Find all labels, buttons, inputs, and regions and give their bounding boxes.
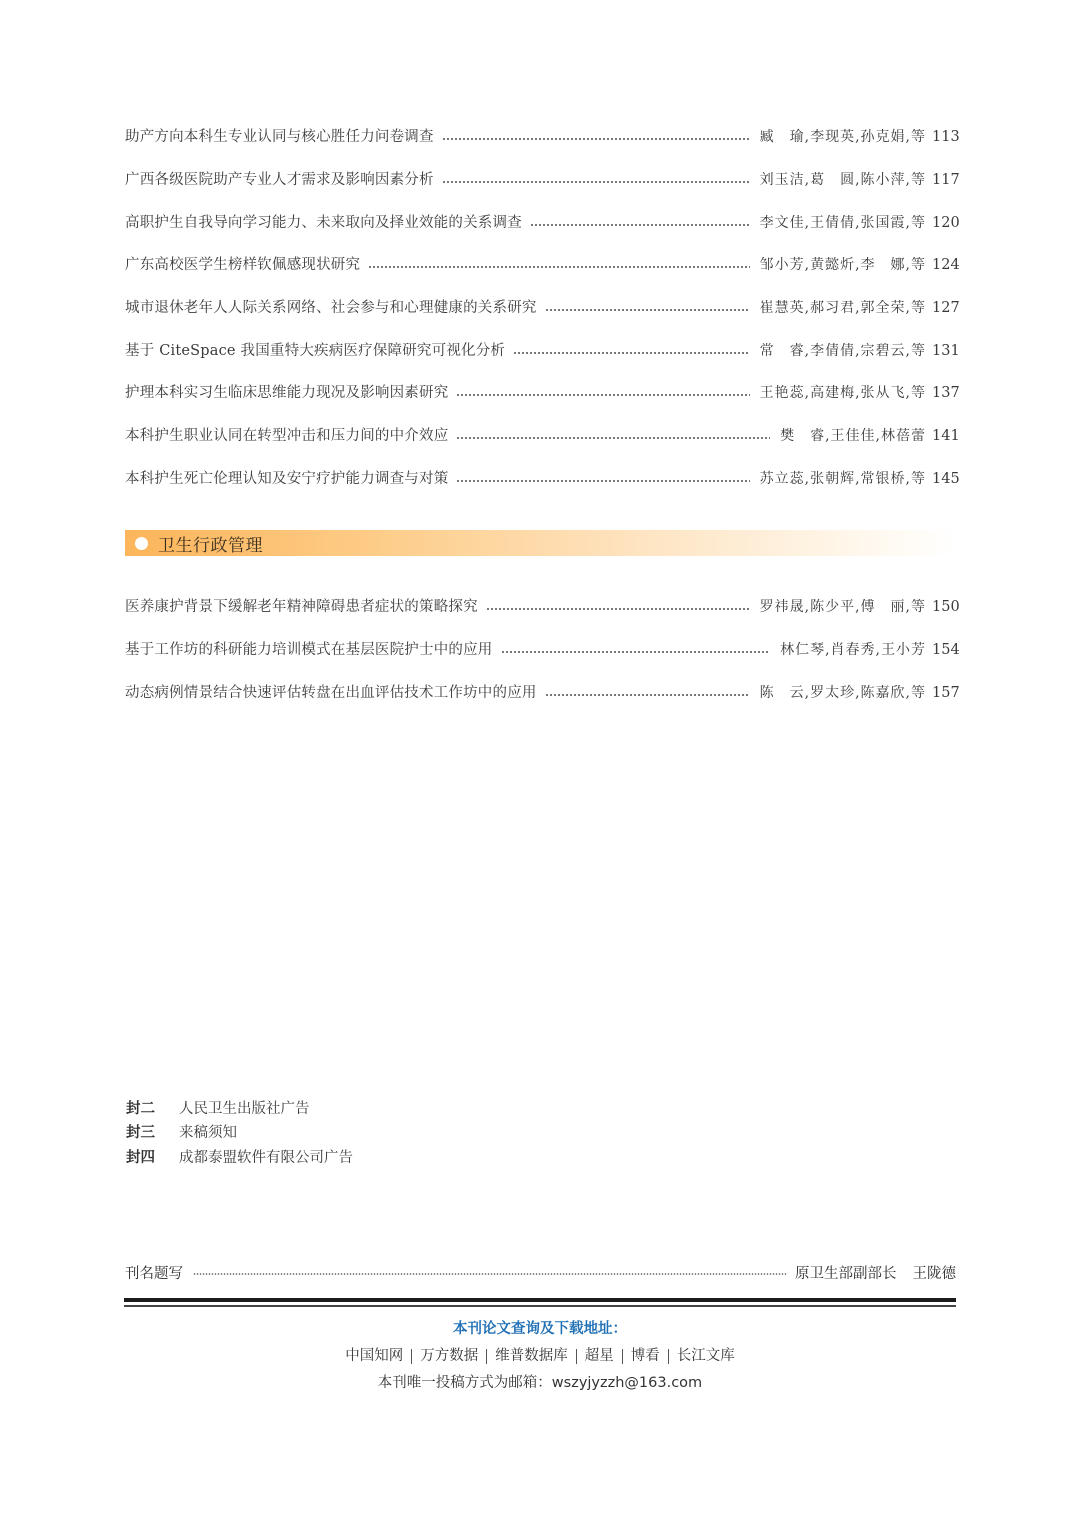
separator <box>622 1349 623 1364</box>
article-title: 动态病例情景结合快速评估转盘在出血评估技术工作坊中的应用 <box>125 684 537 701</box>
toc-entry[interactable] <box>125 329 960 372</box>
page-number: 141 <box>932 428 960 445</box>
article-authors: 王艳蕊,高建梅,张从飞,等 <box>759 385 926 402</box>
page-number: 117 <box>932 172 960 189</box>
toc-entry[interactable] <box>125 116 960 159</box>
dot-leader <box>193 1273 787 1275</box>
article-title: 高职护生自我导向学习能力、未来取向及择业效能的关系调查 <box>125 214 522 231</box>
toc-entry[interactable] <box>125 415 960 458</box>
database-cnki[interactable]: 中国知网 <box>345 1348 404 1364</box>
cover-text: 来稿须知 <box>179 1125 237 1142</box>
article-title: 本科护生死亡伦理认知及安宁疗护能力调查与对策 <box>125 470 449 487</box>
cover-item <box>126 1120 353 1145</box>
article-authors: 苏立蕊,张朝辉,常银桥,等 <box>759 470 926 487</box>
cover-text: 人民卫生出版社广告 <box>179 1100 310 1117</box>
toc-entry[interactable] <box>125 458 960 501</box>
dot-leader <box>530 224 750 226</box>
article-authors: 崔慧英,郝习君,郭全荣,等 <box>759 300 926 317</box>
page-number: 154 <box>932 642 960 659</box>
toc-entry[interactable] <box>125 159 960 202</box>
article-title: 广西各级医院助产专业人才需求及影响因素分析 <box>125 172 434 189</box>
section-title: 卫生行政管理 <box>158 535 263 556</box>
article-authors: 樊 睿,王佳佳,林蓓蕾 <box>780 428 926 445</box>
cover-pages-list <box>126 1095 353 1169</box>
page-number: 145 <box>932 470 960 487</box>
cover-item <box>126 1144 353 1169</box>
page-number: 157 <box>932 684 960 701</box>
database-list <box>0 1345 1080 1367</box>
submission-email: 本刊唯一投稿方式为邮箱：wszyjyzzh@163.com <box>377 1375 703 1391</box>
dot-leader <box>442 181 750 183</box>
article-title: 广东高校医学生榜样钦佩感现状研究 <box>125 257 361 274</box>
cover-label: 封三 <box>126 1125 155 1142</box>
divider-thick <box>124 1298 956 1302</box>
dot-leader <box>545 309 750 311</box>
toc-entry[interactable] <box>125 586 960 629</box>
database-changjiang[interactable]: 长江文库 <box>676 1348 735 1364</box>
page-number: 137 <box>932 385 960 402</box>
footer-heading: 本刊论文查询及下载地址： <box>453 1321 627 1337</box>
footer <box>0 1318 1080 1394</box>
article-authors: 李文佳,王倩倩,张国霞,等 <box>759 214 926 231</box>
toc-entry[interactable] <box>125 287 960 330</box>
separator <box>668 1349 669 1364</box>
article-title: 基于工作坊的科研能力培训模式在基层医院护士中的应用 <box>125 642 493 659</box>
database-chaoxing[interactable]: 超星 <box>584 1348 614 1364</box>
dot-leader <box>456 394 749 396</box>
toc-entry[interactable] <box>125 671 960 714</box>
page-number: 124 <box>932 257 960 274</box>
database-wanfang[interactable]: 万方数据 <box>420 1348 479 1364</box>
toc-entry[interactable] <box>125 201 960 244</box>
article-authors: 邹小芳,黄懿炘,李 娜,等 <box>759 257 926 274</box>
article-title: 助产方向本科生专业认同与核心胜任力问卷调查 <box>125 129 434 146</box>
inscription-label: 刊名题写 <box>125 1265 183 1282</box>
dot-leader <box>513 352 750 354</box>
article-authors: 林仁琴,肖春秀,王小芳 <box>780 642 926 659</box>
page-number: 127 <box>932 300 960 317</box>
section-header <box>125 530 955 556</box>
cover-label: 封二 <box>126 1100 155 1117</box>
cover-label: 封四 <box>126 1149 155 1166</box>
separator <box>411 1349 412 1364</box>
toc-entry[interactable] <box>125 372 960 415</box>
page-number: 150 <box>932 599 960 616</box>
separator <box>576 1349 577 1364</box>
toc-entry[interactable] <box>125 629 960 672</box>
bullet-dot-icon <box>135 537 148 550</box>
dot-leader <box>456 480 749 482</box>
page-number: 113 <box>932 129 960 146</box>
dot-leader <box>368 266 749 268</box>
dot-leader <box>486 608 750 610</box>
dot-leader <box>442 138 750 140</box>
inscription-role: 原卫生部副部长 <box>795 1265 897 1282</box>
toc-list-education <box>125 116 960 500</box>
separator <box>486 1349 487 1364</box>
article-title: 医养康护背景下缓解老年精神障碍患者症状的策略探究 <box>125 599 478 616</box>
inscription-name: 王陇德 <box>912 1265 956 1282</box>
article-authors: 罗祎晟,陈少平,傅 丽,等 <box>759 599 926 616</box>
article-title: 城市退休老年人人际关系网络、社会参与和心理健康的关系研究 <box>125 300 537 317</box>
article-authors: 陈 云,罗太珍,陈嘉欣,等 <box>759 684 926 701</box>
cover-text: 成都泰盟软件有限公司广告 <box>179 1149 353 1166</box>
page-number: 120 <box>932 214 960 231</box>
database-vip[interactable]: 维普数据库 <box>495 1348 568 1364</box>
article-title: 护理本科实习生临床思维能力现况及影响因素研究 <box>125 385 449 402</box>
dot-leader <box>545 694 750 696</box>
divider-thin <box>124 1305 956 1307</box>
cover-item <box>126 1095 353 1120</box>
toc-list-health-administration <box>125 586 960 714</box>
article-authors: 臧 瑜,李现英,孙克娟,等 <box>759 129 926 146</box>
article-title: 基于 CiteSpace 我国重特大疾病医疗保障研究可视化分析 <box>125 342 506 359</box>
title-inscription <box>125 1260 956 1284</box>
dot-leader <box>501 651 771 653</box>
dot-leader <box>456 437 770 439</box>
article-authors: 刘玉洁,葛 圆,陈小萍,等 <box>759 172 926 189</box>
toc-entry[interactable] <box>125 244 960 287</box>
page-number: 131 <box>932 342 960 359</box>
article-title: 本科护生职业认同在转型冲击和压力间的中介效应 <box>125 428 449 445</box>
database-bookan[interactable]: 博看 <box>630 1348 660 1364</box>
article-authors: 常 睿,李倩倩,宗碧云,等 <box>759 342 926 359</box>
